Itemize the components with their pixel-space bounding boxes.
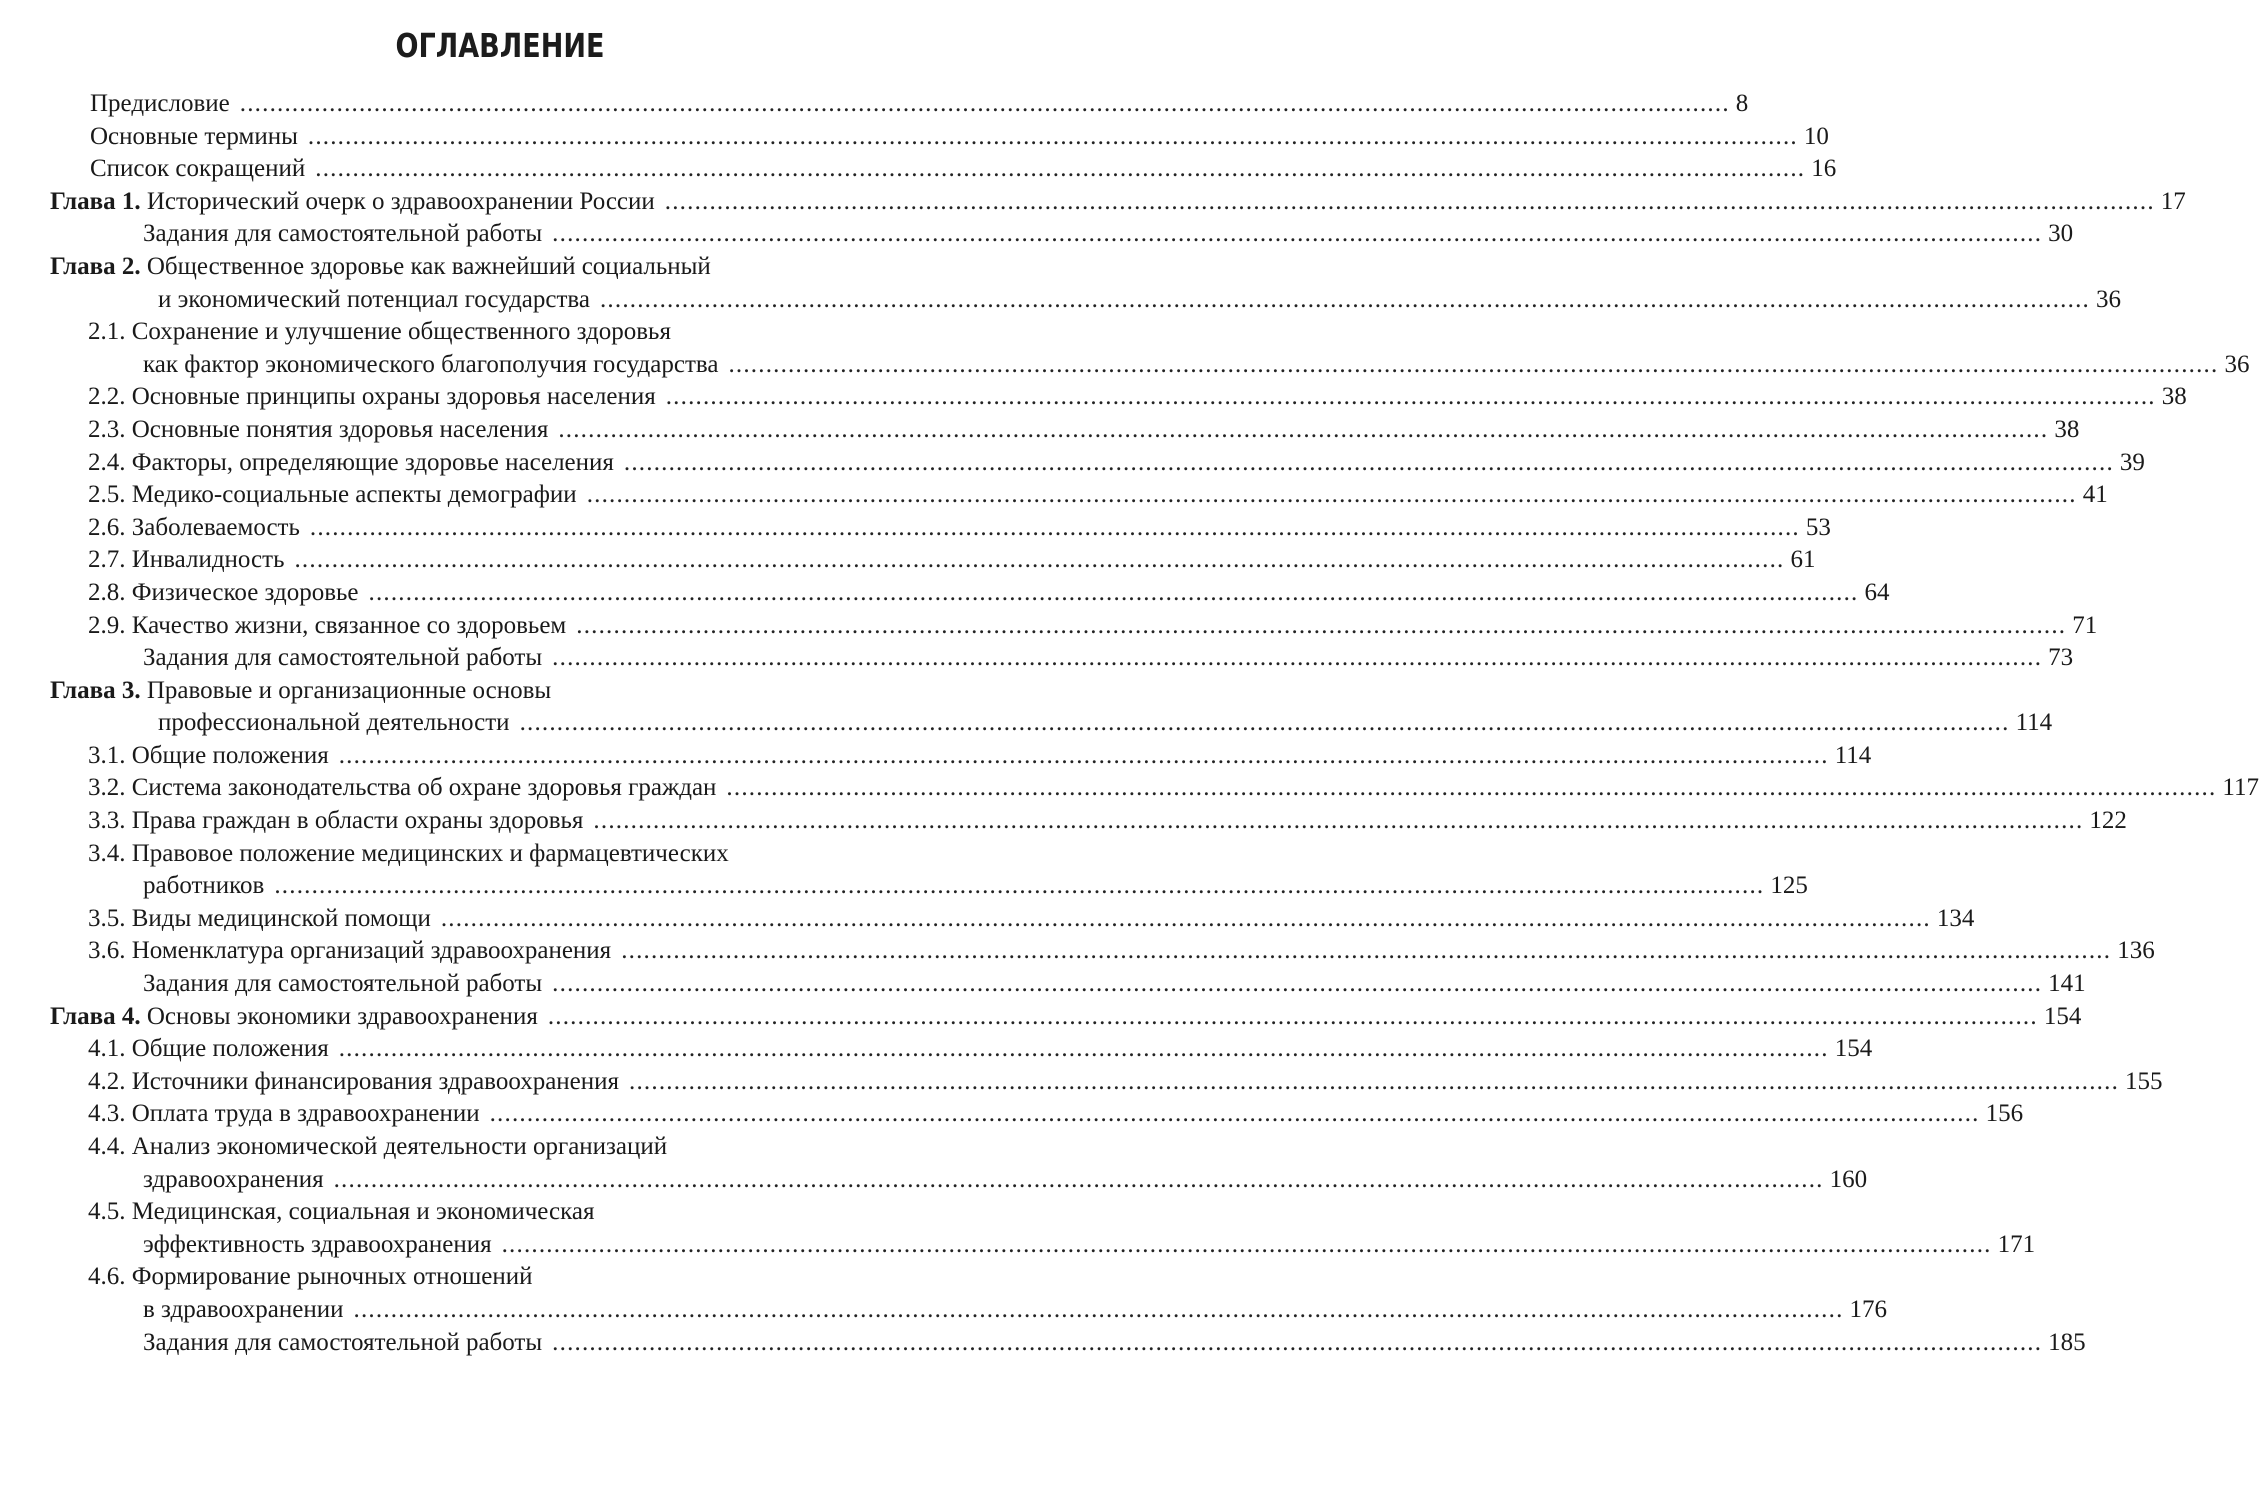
toc-text	[143, 1164, 324, 1197]
leader-dots: ........................................................................................................................................................................................................	[586, 481, 2077, 509]
entry-title: Система законодательства об охране здоровья граждан	[131, 774, 717, 802]
section-number: 3.1.	[88, 741, 126, 769]
entry-title-line1: Сохранение и улучшение общественного здоровья	[131, 318, 671, 346]
toc-text	[143, 1327, 542, 1360]
leader-dots: ........................................................................................................................................................................................................	[728, 350, 2219, 378]
leader-dots: ........................................................................................................................................................................................................	[665, 383, 2156, 411]
page-number: 39	[2119, 448, 2145, 476]
toc-line	[0, 707, 2053, 740]
leader-dots: ........................................................................................................................................................................................................	[623, 448, 2114, 476]
leader-dots: ........................................................................................................................................................................................................	[338, 741, 1829, 769]
chapter-label: Глава 4.	[50, 1002, 141, 1030]
toc-text	[88, 577, 359, 610]
toc-line	[0, 870, 1808, 903]
leader-dots: ........................................................................................................................................................................................................	[489, 1100, 1980, 1128]
toc-line	[0, 772, 2259, 805]
toc-entry-section	[0, 577, 1890, 610]
toc-line	[0, 284, 2121, 317]
entry-title-line2: здравоохранения	[143, 1165, 324, 1193]
page-number: 114	[1834, 741, 1872, 769]
toc-text	[50, 186, 655, 219]
toc-line	[0, 316, 1000, 349]
page-number: 117	[2222, 774, 2259, 802]
page-number: 160	[1829, 1165, 1868, 1193]
entry-title: Основные принципы охраны здоровья населения	[131, 383, 656, 411]
toc-text	[143, 349, 718, 382]
toc-text	[88, 381, 656, 414]
entry-title: Факторы, определяющие здоровье населения	[131, 448, 614, 476]
entry-title: Задания для самостоятельной работы	[143, 220, 543, 248]
toc-text	[88, 447, 614, 480]
entry-title: Номенклатура организаций здравоохранения	[131, 937, 612, 965]
leader-dots: ........................................................................................................................................................................................................	[552, 970, 2043, 998]
entry-title-line1: Медицинская, социальная и экономическая	[131, 1198, 595, 1226]
section-number: 4.2.	[88, 1067, 126, 1095]
section-number: 4.1.	[88, 1035, 126, 1063]
table-of-contents	[0, 88, 2259, 1359]
toc-text	[88, 479, 577, 512]
toc-entry-section	[0, 414, 2080, 447]
toc-entry-section	[0, 1066, 2163, 1099]
page-number: 171	[1997, 1230, 2036, 1258]
section-number: 2.5.	[88, 481, 126, 509]
leader-dots: ........................................................................................................................................................................................................	[629, 1067, 2120, 1095]
entry-title: Основы экономики здравоохранения	[146, 1002, 538, 1030]
toc-text	[158, 284, 590, 317]
toc-line	[0, 349, 2250, 382]
entry-title-line2: как фактор экономического благополучия государства	[143, 350, 719, 378]
toc-line	[0, 447, 2145, 480]
page-number: 71	[2072, 611, 2098, 639]
toc-line	[0, 414, 2080, 447]
chapter-label: Глава 2.	[50, 252, 141, 280]
entry-title: Оплата труда в здравоохранении	[131, 1100, 480, 1128]
toc-entry-task	[0, 642, 2074, 675]
entry-title: Виды медицинской помощи	[131, 904, 431, 932]
entry-title: Исторический очерк о здравоохранении России	[146, 187, 655, 215]
page-number: 154	[1834, 1035, 1873, 1063]
page-number: 38	[2054, 415, 2080, 443]
section-number: 4.3.	[88, 1100, 126, 1128]
entry-title: Физическое здоровье	[131, 578, 359, 606]
entry-title: Основные термины	[90, 122, 298, 150]
toc-entry-chapter	[0, 186, 2186, 219]
toc-line	[0, 1131, 1000, 1164]
toc-line	[0, 935, 2155, 968]
page-number: 17	[2160, 187, 2186, 215]
section-number: 3.6.	[88, 937, 126, 965]
toc-line	[0, 1001, 2082, 1034]
toc-line	[0, 1294, 1888, 1327]
toc-entry-section	[0, 512, 1831, 545]
toc-text	[50, 1001, 538, 1034]
page-number: 134	[1936, 904, 1975, 932]
section-number: 3.2.	[88, 774, 126, 802]
toc-line	[0, 1261, 1000, 1294]
page-number: 156	[1985, 1100, 2024, 1128]
toc-entry-section	[0, 1098, 2024, 1131]
page-number: 141	[2048, 970, 2086, 998]
toc-line	[0, 675, 1000, 708]
toc-entry-front	[0, 121, 1829, 154]
entry-title-line1: Общественное здоровье как важнейший социальный	[146, 252, 711, 280]
leader-dots: ........................................................................................................................................................................................................	[599, 285, 2090, 313]
page-number: 154	[2043, 1002, 2082, 1030]
toc-entry-section2	[0, 1261, 1888, 1326]
toc-entry-section	[0, 479, 2108, 512]
leader-dots: ........................................................................................................................................................................................................	[726, 774, 2217, 802]
toc-entry-task	[0, 1327, 2086, 1360]
toc-text	[90, 88, 230, 121]
entry-title-line1: Правовые и организационные основы	[146, 676, 552, 704]
toc-text	[88, 1066, 619, 1099]
leader-dots: ........................................................................................................................................................................................................	[315, 155, 1806, 183]
section-number: 3.5.	[88, 904, 126, 932]
toc-line	[0, 88, 1749, 121]
page-number: 155	[2125, 1067, 2163, 1095]
toc-text	[143, 1294, 344, 1327]
section-number: 2.6.	[88, 513, 126, 541]
section-number: 2.4.	[88, 448, 126, 476]
toc-entry-chapter	[0, 1001, 2082, 1034]
toc-text	[90, 153, 305, 186]
leader-dots: ........................................................................................................................................................................................................	[552, 1328, 2043, 1356]
entry-title: Источники финансирования здравоохранения	[131, 1067, 620, 1095]
toc-line	[0, 381, 2187, 414]
toc-text	[88, 772, 716, 805]
page-number: 30	[2048, 220, 2074, 248]
toc-entry-front	[0, 88, 1749, 121]
toc-entry-front	[0, 153, 1837, 186]
toc-text	[143, 1229, 492, 1262]
entry-title-line2: эффективность здравоохранения	[143, 1230, 492, 1258]
page-title: ОГЛАВЛЕНИЕ	[395, 26, 605, 65]
toc-entry-section	[0, 381, 2187, 414]
toc-text	[143, 870, 264, 903]
toc-line	[0, 838, 1000, 871]
toc-line	[0, 1196, 1000, 1229]
page-number: 64	[1864, 578, 1890, 606]
leader-dots: ........................................................................................................................................................................................................	[274, 872, 1765, 900]
toc-line	[0, 218, 2074, 251]
entry-title-line2: профессиональной деятельности	[158, 709, 510, 737]
page-number: 136	[2117, 937, 2155, 965]
toc-text	[88, 903, 431, 936]
leader-dots: ........................................................................................................................................................................................................	[552, 644, 2043, 672]
toc-line	[0, 251, 1000, 284]
toc-entry-section	[0, 935, 2155, 968]
leader-dots: ........................................................................................................................................................................................................	[307, 122, 1798, 150]
leader-dots: ........................................................................................................................................................................................................	[501, 1230, 1992, 1258]
entry-title: Задания для самостоятельной работы	[143, 1328, 543, 1356]
entry-title: Предисловие	[90, 90, 230, 117]
chapter-label: Глава 3.	[50, 676, 141, 704]
toc-text	[88, 414, 548, 447]
entry-title-line2: и экономический потенциал государства	[158, 285, 590, 313]
toc-line	[0, 577, 1890, 610]
toc-text	[143, 642, 542, 675]
leader-dots: ........................................................................................................................................................................................................	[353, 1295, 1844, 1323]
toc-line	[0, 1229, 2036, 1262]
toc-text	[88, 512, 300, 545]
toc-line	[0, 1098, 2024, 1131]
toc-entry-section	[0, 544, 1816, 577]
entry-title: Качество жизни, связанное со здоровьем	[131, 611, 567, 639]
section-number: 2.1.	[88, 318, 126, 346]
leader-dots: ........................................................................................................................................................................................................	[593, 807, 2084, 835]
entry-title: Задания для самостоятельной работы	[143, 970, 543, 998]
toc-line	[0, 903, 1975, 936]
leader-dots: ........................................................................................................................................................................................................	[558, 415, 2049, 443]
toc-line	[0, 642, 2074, 675]
page-number: 16	[1811, 155, 1837, 183]
leader-dots: ........................................................................................................................................................................................................	[621, 937, 2112, 965]
toc-text	[88, 610, 566, 643]
toc-text	[88, 1033, 329, 1066]
chapter-label: Глава 1.	[50, 187, 141, 215]
leader-dots: ........................................................................................................................................................................................................	[338, 1035, 1829, 1063]
leader-dots: ........................................................................................................................................................................................................	[333, 1165, 1824, 1193]
page-number: 53	[1805, 513, 1831, 541]
toc-entry-chapter2	[0, 251, 2121, 316]
page-number: 41	[2082, 481, 2108, 509]
page-number: 38	[2161, 383, 2187, 411]
toc-text	[88, 805, 583, 838]
toc-entry-task	[0, 968, 2086, 1001]
toc-line	[0, 968, 2086, 1001]
toc-text	[88, 740, 329, 773]
page-number: 36	[2224, 350, 2250, 378]
section-number: 2.2.	[88, 383, 126, 411]
toc-text	[90, 121, 298, 154]
section-number: 2.8.	[88, 578, 126, 606]
page-number: 10	[1803, 122, 1829, 150]
toc-text	[88, 544, 284, 577]
page-number: 73	[2048, 644, 2074, 672]
page-number: 125	[1770, 872, 1808, 900]
entry-title-line2: в здравоохранении	[143, 1295, 344, 1323]
toc-line	[0, 1327, 2086, 1360]
leader-dots: ........................................................................................................................................................................................................	[368, 578, 1859, 606]
leader-dots: ........................................................................................................................................................................................................	[294, 546, 1785, 574]
toc-line	[0, 479, 2108, 512]
section-number: 2.9.	[88, 611, 126, 639]
page-number: 114	[2015, 709, 2053, 737]
page-number: 8	[1735, 90, 1749, 117]
toc-text	[88, 935, 611, 968]
leader-dots: ........................................................................................................................................................................................................	[440, 904, 1931, 932]
section-number: 3.3.	[88, 807, 126, 835]
entry-title-line1: Анализ экономической деятельности организаций	[131, 1133, 668, 1160]
toc-entry-section2	[0, 838, 1808, 903]
leader-dots: ........................................................................................................................................................................................................	[552, 220, 2043, 248]
entry-title: Общие положения	[131, 1035, 329, 1063]
toc-entry-task	[0, 218, 2074, 251]
toc-text	[158, 707, 510, 740]
page-number: 122	[2089, 807, 2127, 835]
page-number: 36	[2095, 285, 2121, 313]
toc-text	[88, 1098, 480, 1131]
entry-title: Список сокращений	[90, 155, 306, 183]
section-number: 2.3.	[88, 415, 126, 443]
toc-text	[143, 218, 542, 251]
toc-entry-section	[0, 610, 2098, 643]
section-number: 4.5.	[88, 1198, 126, 1226]
toc-line	[0, 153, 1837, 186]
toc-line	[0, 121, 1829, 154]
toc-line	[0, 610, 2098, 643]
toc-line	[0, 805, 2127, 838]
toc-line	[0, 544, 1816, 577]
toc-text	[143, 968, 542, 1001]
leader-dots: ........................................................................................................................................................................................................	[239, 90, 1730, 117]
leader-dots: ........................................................................................................................................................................................................	[664, 187, 2155, 215]
entry-title: Общие положения	[131, 741, 329, 769]
toc-line	[0, 1033, 1873, 1066]
entry-title-line2: работников	[143, 872, 265, 900]
entry-title: Инвалидность	[131, 546, 285, 574]
toc-entry-chapter2	[0, 675, 2053, 740]
leader-dots: ........................................................................................................................................................................................................	[519, 709, 2010, 737]
page-number: 176	[1849, 1295, 1888, 1323]
page-number: 185	[2048, 1328, 2086, 1356]
toc-entry-section2	[0, 316, 2250, 381]
leader-dots: ........................................................................................................................................................................................................	[547, 1002, 2038, 1030]
toc-entry-section2	[0, 1131, 1868, 1196]
leader-dots: ........................................................................................................................................................................................................	[309, 513, 1800, 541]
toc-entry-section	[0, 1033, 1873, 1066]
entry-title-line1: Правовое положение медицинских и фармацевтических	[131, 839, 729, 867]
section-number: 4.4.	[88, 1133, 126, 1160]
entry-title-line1: Формирование рыночных отношений	[131, 1263, 533, 1291]
toc-line	[0, 1164, 1868, 1197]
toc-entry-section	[0, 447, 2145, 480]
entry-title: Основные понятия здоровья населения	[131, 415, 549, 443]
section-number: 3.4.	[88, 839, 126, 867]
section-number: 4.6.	[88, 1263, 126, 1291]
entry-title: Медико-социальные аспекты демографии	[131, 481, 577, 509]
toc-line	[0, 186, 2186, 219]
toc-entry-section	[0, 903, 1975, 936]
toc-entry-section	[0, 772, 2259, 805]
page-number: 61	[1790, 546, 1816, 574]
toc-entry-section2	[0, 1196, 2036, 1261]
entry-title: Заболеваемость	[131, 513, 300, 541]
toc-line	[0, 1066, 2163, 1099]
toc-entry-section	[0, 740, 1872, 773]
toc-entry-section	[0, 805, 2127, 838]
leader-dots: ........................................................................................................................................................................................................	[576, 611, 2067, 639]
toc-line	[0, 512, 1831, 545]
section-number: 2.7.	[88, 546, 126, 574]
toc-line	[0, 740, 1872, 773]
entry-title: Права граждан в области охраны здоровья	[131, 807, 584, 835]
entry-title: Задания для самостоятельной работы	[143, 644, 543, 672]
